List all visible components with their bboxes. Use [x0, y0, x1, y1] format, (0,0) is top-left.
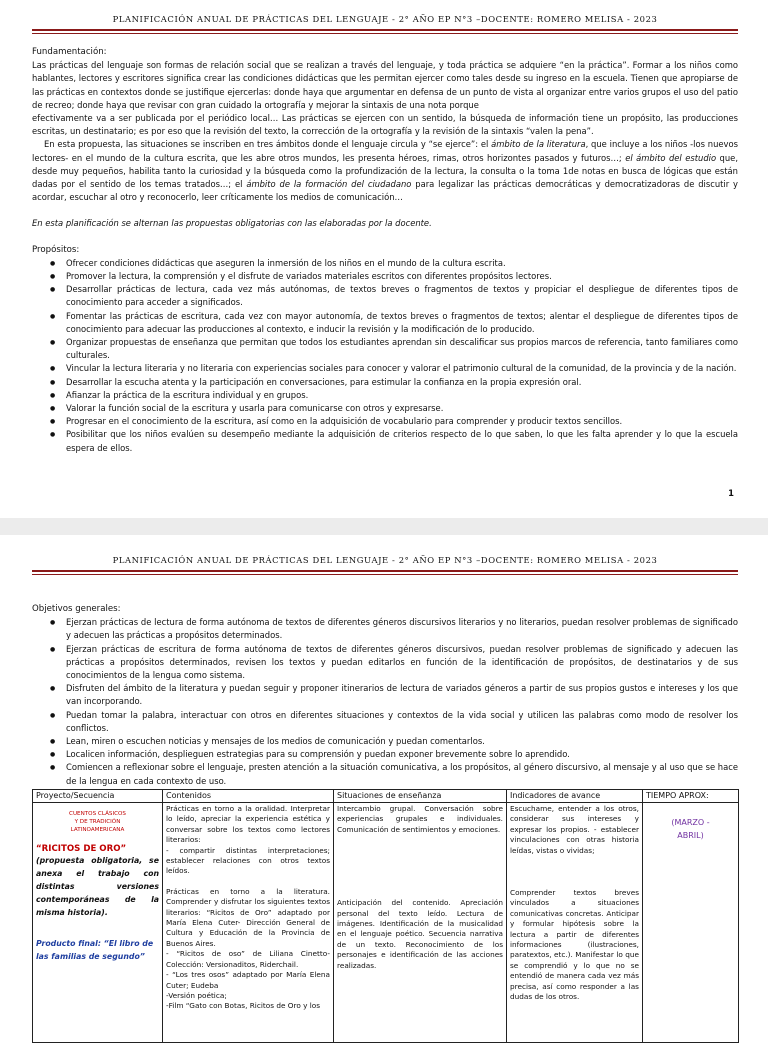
fundamentacion-section	[32, 46, 738, 455]
propositos-list	[32, 257, 738, 455]
cell-contenidos	[163, 803, 334, 1043]
p3-text-c: , que incluye a los niños -los nuevos lectores- en el mundo de la cultura escrita, que les abre otros mundos, les presenta héroes, rimas, otros horizontes pasados y futuros…;	[32, 139, 738, 163]
page-number: 1	[728, 488, 734, 498]
list-item: ● Ejerzan prácticas de escritura de forma autónoma de textos de diferentes géneros discursivos, puedan resolver problemas de significado y adecuen las prácticas a propósitos determinados, revisen los textos y puedan editarlos en función de la identificación de propósitos, de destinatarios y de sus conocimientos de la lengua como sistema.	[32, 643, 738, 683]
list-item: ● Vincular la lectura literaria y no literaria con experiencias sociales para conocer y valorar el patrimonio cultural de la comunidad, de la provincia y de la nación.	[32, 362, 738, 375]
header-proyecto: Proyecto/Secuencia	[33, 790, 163, 803]
producto-final: Producto final: “El libro de las familias de segundo”	[36, 939, 154, 961]
list-item: ● Ofrecer condiciones didácticas que aseguren la inmersión de los niños en el mundo de la cultura escrita.	[32, 257, 738, 270]
cell-indicadores	[507, 803, 643, 1043]
header-indicadores: Indicadores de avance	[507, 790, 643, 803]
list-item: ● Desarrollar la escucha atenta y la participación en conversaciones, para estimular la confianza en la propia expresión oral.	[32, 376, 738, 389]
page-header: PLANIFICACIÓN ANUAL DE PRÁCTICAS DEL LENGUAJE - 2° AÑO EP N°3 –DOCENTE: ROMERO MELISA - 2023	[112, 14, 658, 24]
fundamentacion-paragraph-3	[32, 138, 738, 204]
contenidos-oralidad: Prácticas en torno a la oralidad. Interpretar lo leído, apreciar la experiencia estética y conversar sobre los textos como lectores literarios:	[166, 804, 330, 845]
situaciones-anticipacion: Anticipación del contenido. Apreciación personal del texto leído. Lectura de imágenes. Identificación de la musicalidad en el lenguaje poético. Secuencia narrativa de un texto. Reconocimiento de los personajes e identificación de las acciones realizadas.	[337, 898, 503, 970]
list-item: ● Organizar propuestas de enseñanza que permitan que todos los estudiantes aprendan sin descalificar sus propios marcos de referencia, tanto familiares como culturales.	[32, 336, 738, 362]
objetivos-list	[32, 616, 738, 788]
p3-ambito-literatura: ámbito de la literatura	[491, 139, 586, 150]
p3-text-a: En esta propuesta, las situaciones se inscriben en tres ámbitos donde el lenguaje circula y “se ejerce”: el	[44, 139, 492, 150]
header-rule-thin	[32, 33, 738, 34]
page-header: PLANIFICACIÓN ANUAL DE PRÁCTICAS DEL LENGUAJE - 2° AÑO EP N°3 –DOCENTE: ROMERO MELISA - 2023	[112, 555, 658, 565]
cell-situaciones	[334, 803, 507, 1043]
cell-tiempo	[643, 803, 739, 1043]
header-rule-thin	[32, 574, 738, 575]
ricitos-title: “RICITOS DE ORO”	[36, 844, 127, 854]
table-header-row	[33, 790, 739, 803]
planificacion-note: En esta planificación se alternan las propuestas obligatorias con las elaboradas por la docente.	[32, 218, 432, 229]
fundamentacion-title: Fundamentación:	[32, 47, 107, 57]
header-rule	[32, 570, 738, 572]
list-item: ● Valorar la función social de la escritura y usarla para comunicarse con otros y expresarse.	[32, 402, 738, 415]
objetivos-title: Objetivos generales:	[32, 604, 121, 614]
header-rule	[32, 29, 738, 31]
indicadores-comprender: Comprender textos breves vinculados a situaciones comunicativas concretas. Anticipar y formular hipótesis sobre la lectura a partir de diferentes informaciones (ilustraciones, paratextos, etc.). Manifestar lo que se comprendió y lo que no se entendió de manera cada vez más precisa, así como responder a las dudas de los otros.	[510, 888, 639, 1002]
planning-table	[32, 789, 739, 1043]
propositos-title: Propósitos:	[32, 244, 80, 255]
p3-text-e: que, desde muy pequeños, habilita tanto la curiosidad y la búsqueda como la profundización de la lectura, la consulta o la toma 1de notas en busca de lógicas que están dadas por el sentido de los temas tratados…; el	[32, 152, 738, 190]
contenidos-compartir: - compartir distintas interpretaciones; establecer relaciones con otros textos leídos.	[166, 845, 330, 876]
fundamentacion-paragraph-2: efectivamente va a ser publicada por el periódico local… Las prácticas se ejercen con un sentido, la búsqueda de información tiene un propósito, las producciones escritas, un destinatario; es por eso que la revisión del texto, la corrección de la ortografía y la revisión de la sintaxis “valen la pena”.	[32, 113, 738, 137]
list-item: ● Ejerzan prácticas de lectura de forma autónoma de textos de diferentes géneros discursivos literarios y no literarios, puedan resolver problemas de significado y adecuen las prácticas a propósitos determinados.	[32, 616, 738, 642]
table-row	[33, 803, 739, 1043]
list-item: ● Desarrollar prácticas de lectura, cada vez más autónomas, de textos breves o fragmentos de textos y propiciar el despliegue de diferentes tipos de conocimiento para acceder a significados.	[32, 283, 738, 309]
header-tiempo: TIEMPO APROX:	[643, 790, 739, 803]
p3-ambito-ciudadano: ámbito de la formación del ciudadano	[246, 179, 412, 190]
list-item: ● Lean, miren o escuchen noticias y mensajes de los medios de comunicación y puedan comentarlos.	[32, 735, 738, 748]
list-item: ● Fomentar las prácticas de escritura, cada vez con mayor autonomía, de textos breves o fragmentos de textos; alentar el despliegue de diferentes tipos de conocimiento para adecuar las producciones al contexto, e inducir la revisión y la modificación de lo producido.	[32, 310, 738, 336]
contenidos-literatura: Prácticas en torno a la literatura. Comprender y disfrutar los siguientes textos literarios: “Ricitos de Oro” adaptado por María Elena Cuter- Dirección General de Cultura y Educación de la Provincia de Buenos Aires.	[166, 886, 330, 948]
header-contenidos: Contenidos	[163, 790, 334, 803]
list-item: ● Progresar en el conocimiento de la escritura, así como en la adquisición de vocabulario para comprender y producir textos sencillos.	[32, 415, 738, 428]
list-item: ● Posibilitar que los niños evalúen su desempeño mediante la adquisición de criterios respecto de lo que saben, lo que les falta aprender y lo que la escuela espera de ellos.	[32, 428, 738, 454]
indicadores-escuchar: Escuchame, entender a los otros, considerar sus intereses y expresar los propios. - establecer vinculaciones con otras historia leídas, vistas o vividas;	[510, 804, 639, 855]
tiempo-aprox: (MARZO - ABRIL)	[671, 818, 710, 840]
list-item: ● Puedan tomar la palabra, interactuar con otros en diferentes situaciones y contextos de la vida social y utilicen las palabras como modo de resolver los conflictos.	[32, 709, 738, 735]
document-page-2	[0, 535, 768, 1024]
objetivos-section	[32, 603, 738, 788]
p3-ambito-estudio: el ámbito del estudio	[625, 152, 717, 163]
contenidos-film: -Film “Gato con Botas, Ricitos de Oro y los	[166, 1001, 321, 1011]
cell-proyecto	[33, 803, 163, 1043]
cuentos-label: CUENTOS CLÁSICOS Y DE TRADICIÓN LATINOAMERICANA	[69, 811, 126, 833]
list-item: ● Comiencen a reflexionar sobre el lenguaje, presten atención a la situación comunicativa, a los propósitos, al género discursivo, al mensaje y al uso que se hace de la lengua en cada contexto de uso.	[32, 761, 738, 787]
fundamentacion-paragraph-1: Las prácticas del lenguaje son formas de relación social que se realizan a través del lenguaje, y toda práctica se adquiere “en la práctica”. Formar a los niños como hablantes, lectores y escritores significa crear las condiciones didácticas que les permitan ejercer como tales desde su ingreso en la escuela. Tienen que apropiarse de las prácticas en contextos donde se justifique ejercerlas: donde haya que argumentar en defensa de un punto de vista al organizar entre varios grupos el uso del patio de recreo; donde haya que revisar con gran cuidado la ortografía y mejorar la sintaxis de una nota porque	[32, 60, 738, 110]
header-situaciones: Situaciones de enseñanza	[334, 790, 507, 803]
list-item: ● Disfruten del ámbito de la literatura y puedan seguir y proponer itinerarios de lectura de variados géneros a partir de sus propios gustos e intereses y los que van incorporando.	[32, 682, 738, 708]
page-gap	[0, 518, 768, 535]
list-item: ● Afianzar la práctica de la escritura individual y en grupos.	[32, 389, 738, 402]
list-item: ● Promover la lectura, la comprensión y el disfrute de variados materiales escritos con diferentes propósitos lectores.	[32, 270, 738, 283]
propuesta-obligatoria: (propuesta obligatoria, se anexa el trabajo con distintas versiones contemporáneas de la misma historia).	[36, 856, 159, 917]
document-page-1	[0, 0, 768, 518]
contenidos-tres-osos: - “Los tres osos” adaptado por María Elena Cuter; Eudeba	[166, 970, 330, 990]
list-item: ● Localicen información, desplieguen estrategias para su comprensión y puedan exponer brevemente sobre lo aprendido.	[32, 748, 738, 761]
situaciones-intercambio: Intercambio grupal. Conversación sobre experiencias grupales e individuales. Comunicación de sentimientos y emociones.	[337, 804, 503, 834]
contenidos-ricitos-de-oso: - “Ricitos de oso” de Liliana Cinetto- Colección: Versionaditos, Riderchail.	[166, 949, 330, 969]
p3-text-g: para legalizar las prácticas democráticas y democratizadoras de discutir y acordar, escuchar al otro y reconocerlo, leer críticamente los medios de comunicación…	[32, 179, 738, 203]
contenidos-version-poetica: -Versión poética;	[166, 990, 227, 1000]
